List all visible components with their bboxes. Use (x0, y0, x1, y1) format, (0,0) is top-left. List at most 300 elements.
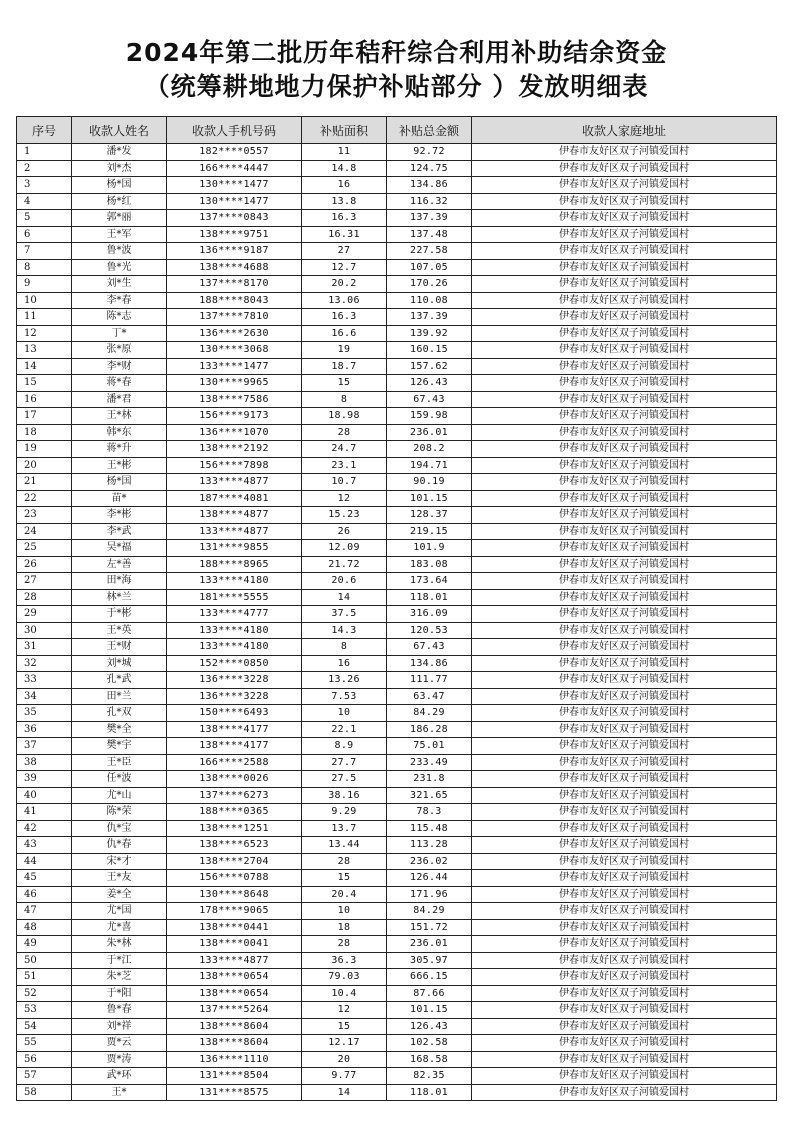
serial-number-cell: 41 (17, 804, 72, 821)
serial-number-cell: 6 (17, 226, 72, 243)
subsidy-area-cell: 16.3 (302, 309, 387, 326)
serial-number-cell: 52 (17, 985, 72, 1002)
table-row (17, 177, 777, 194)
payee-address-cell: 伊春市友好区双子河镇爱国村 (472, 210, 777, 227)
payee-phone-cell: 138****0441 (167, 919, 302, 936)
serial-number-cell: 11 (17, 309, 72, 326)
subsidy-amount-cell: 321.65 (387, 787, 472, 804)
subsidy-area-cell: 20 (302, 1051, 387, 1068)
payee-name-cell: 韩*东 (72, 424, 167, 441)
serial-number-cell: 45 (17, 870, 72, 887)
subsidy-area-cell: 79.03 (302, 969, 387, 986)
serial-number-cell: 20 (17, 457, 72, 474)
payee-address-cell: 伊春市友好区双子河镇爱国村 (472, 276, 777, 293)
serial-number-cell: 28 (17, 589, 72, 606)
subsidy-area-cell: 15.23 (302, 507, 387, 524)
payee-name-cell: 王*友 (72, 870, 167, 887)
subsidy-amount-cell: 137.48 (387, 226, 472, 243)
payee-address-cell: 伊春市友好区双子河镇爱国村 (472, 622, 777, 639)
payee-address-cell: 伊春市友好区双子河镇爱国村 (472, 375, 777, 392)
payee-address-cell: 伊春市友好区双子河镇爱国村 (472, 408, 777, 425)
payee-name-cell: 杨*国 (72, 177, 167, 194)
payee-address-cell: 伊春市友好区双子河镇爱国村 (472, 804, 777, 821)
payee-name-cell: 张*原 (72, 342, 167, 359)
payee-address-cell: 伊春市友好区双子河镇爱国村 (472, 787, 777, 804)
payee-phone-cell: 136****9187 (167, 243, 302, 260)
serial-number-cell: 39 (17, 771, 72, 788)
payee-address-cell: 伊春市友好区双子河镇爱国村 (472, 309, 777, 326)
serial-number-cell: 53 (17, 1002, 72, 1019)
subsidy-area-cell: 28 (302, 936, 387, 953)
payee-phone-cell: 133****4180 (167, 639, 302, 656)
payee-name-cell: 尤*山 (72, 787, 167, 804)
subsidy-area-cell: 26 (302, 523, 387, 540)
payee-name-cell: 贾*涛 (72, 1051, 167, 1068)
payee-address-cell: 伊春市友好区双子河镇爱国村 (472, 193, 777, 210)
subsidy-amount-cell: 126.43 (387, 1018, 472, 1035)
serial-number-cell: 50 (17, 952, 72, 969)
payee-address-cell: 伊春市友好区双子河镇爱国村 (472, 837, 777, 854)
serial-number-cell: 15 (17, 375, 72, 392)
serial-number-cell: 19 (17, 441, 72, 458)
payee-phone-cell: 138****2704 (167, 853, 302, 870)
serial-number-cell: 42 (17, 820, 72, 837)
table-row (17, 622, 777, 639)
payee-name-cell: 李*春 (72, 292, 167, 309)
subsidy-area-cell: 13.7 (302, 820, 387, 837)
subsidy-amount-cell: 666.15 (387, 969, 472, 986)
payee-phone-cell: 130****1477 (167, 177, 302, 194)
subsidy-amount-cell: 170.26 (387, 276, 472, 293)
subsidy-amount-cell: 157.62 (387, 358, 472, 375)
subsidy-area-cell: 10 (302, 903, 387, 920)
table-row (17, 1035, 777, 1052)
payee-address-cell: 伊春市友好区双子河镇爱国村 (472, 1002, 777, 1019)
payee-phone-cell: 133****4877 (167, 523, 302, 540)
table-row (17, 688, 777, 705)
serial-number-cell: 49 (17, 936, 72, 953)
subsidy-area-cell: 23.1 (302, 457, 387, 474)
subsidy-amount-cell: 92.72 (387, 144, 472, 161)
subsidy-amount-cell: 208.2 (387, 441, 472, 458)
serial-number-cell: 32 (17, 655, 72, 672)
subsidy-amount-cell: 118.01 (387, 1084, 472, 1101)
payee-phone-cell: 131****8504 (167, 1068, 302, 1085)
serial-number-cell: 34 (17, 688, 72, 705)
serial-number-cell: 55 (17, 1035, 72, 1052)
payee-address-cell: 伊春市友好区双子河镇爱国村 (472, 754, 777, 771)
payee-address-cell: 伊春市友好区双子河镇爱国村 (472, 474, 777, 491)
payee-name-cell: 潘*君 (72, 391, 167, 408)
table-row (17, 639, 777, 656)
subsidy-amount-cell: 159.98 (387, 408, 472, 425)
payee-name-cell: 鲁*光 (72, 259, 167, 276)
table-row (17, 655, 777, 672)
subsidy-area-cell: 24.7 (302, 441, 387, 458)
subsidy-amount-cell: 113.28 (387, 837, 472, 854)
payee-name-cell: 陈*志 (72, 309, 167, 326)
subsidy-area-cell: 8.9 (302, 738, 387, 755)
table-row (17, 804, 777, 821)
payee-phone-cell: 138****1251 (167, 820, 302, 837)
subsidy-area-cell: 16 (302, 655, 387, 672)
payee-phone-cell: 150****6493 (167, 705, 302, 722)
payee-phone-cell: 131****8575 (167, 1084, 302, 1101)
serial-number-cell: 22 (17, 490, 72, 507)
payee-address-cell: 伊春市友好区双子河镇爱国村 (472, 523, 777, 540)
serial-number-cell: 48 (17, 919, 72, 936)
table-row (17, 721, 777, 738)
payee-phone-cell: 188****8965 (167, 556, 302, 573)
payee-name-cell: 王*财 (72, 639, 167, 656)
serial-number-cell: 4 (17, 193, 72, 210)
subsidy-amount-cell: 137.39 (387, 210, 472, 227)
subsidy-area-cell: 9.29 (302, 804, 387, 821)
serial-number-cell: 3 (17, 177, 72, 194)
serial-number-cell: 54 (17, 1018, 72, 1035)
serial-number-cell: 40 (17, 787, 72, 804)
payee-address-cell: 伊春市友好区双子河镇爱国村 (472, 1084, 777, 1101)
payee-address-cell: 伊春市友好区双子河镇爱国村 (472, 721, 777, 738)
serial-number-cell: 23 (17, 507, 72, 524)
serial-number-cell: 2 (17, 160, 72, 177)
subsidy-area-cell: 12.09 (302, 540, 387, 557)
payee-address-cell: 伊春市友好区双子河镇爱国村 (472, 177, 777, 194)
serial-number-cell: 5 (17, 210, 72, 227)
payee-phone-cell: 152****0850 (167, 655, 302, 672)
payee-name-cell: 王* (72, 1084, 167, 1101)
payee-address-cell: 伊春市友好区双子河镇爱国村 (472, 358, 777, 375)
serial-number-cell: 57 (17, 1068, 72, 1085)
payee-address-cell: 伊春市友好区双子河镇爱国村 (472, 342, 777, 359)
serial-number-cell: 37 (17, 738, 72, 755)
payee-name-cell: 李*财 (72, 358, 167, 375)
serial-number-cell: 16 (17, 391, 72, 408)
payee-address-cell: 伊春市友好区双子河镇爱国村 (472, 144, 777, 161)
payee-name-cell: 仇*春 (72, 837, 167, 854)
header-payee-name: 收款人姓名 (72, 117, 167, 144)
payee-phone-cell: 181****5555 (167, 589, 302, 606)
subsidy-area-cell: 16.31 (302, 226, 387, 243)
payee-phone-cell: 138****4877 (167, 507, 302, 524)
table-row (17, 226, 777, 243)
payee-name-cell: 丁* (72, 325, 167, 342)
payee-address-cell: 伊春市友好区双子河镇爱国村 (472, 292, 777, 309)
payee-name-cell: 刘*城 (72, 655, 167, 672)
subsidy-amount-cell: 316.09 (387, 606, 472, 623)
serial-number-cell: 33 (17, 672, 72, 689)
payee-phone-cell: 156****7898 (167, 457, 302, 474)
subsidy-area-cell: 14 (302, 589, 387, 606)
table-row (17, 705, 777, 722)
serial-number-cell: 1 (17, 144, 72, 161)
subsidy-amount-cell: 236.01 (387, 424, 472, 441)
table-row (17, 870, 777, 887)
subsidy-amount-cell: 305.97 (387, 952, 472, 969)
table-row (17, 292, 777, 309)
payee-name-cell: 刘*杰 (72, 160, 167, 177)
payee-name-cell: 姜*全 (72, 886, 167, 903)
header-subsidy-area: 补贴面积 (302, 117, 387, 144)
table-row (17, 160, 777, 177)
payee-name-cell: 孔*双 (72, 705, 167, 722)
subsidy-amount-cell: 186.28 (387, 721, 472, 738)
subsidy-amount-cell: 151.72 (387, 919, 472, 936)
subsidy-amount-cell: 87.66 (387, 985, 472, 1002)
payee-address-cell: 伊春市友好区双子河镇爱国村 (472, 490, 777, 507)
payee-phone-cell: 133****4180 (167, 622, 302, 639)
table-row (17, 375, 777, 392)
payee-name-cell: 郭*丽 (72, 210, 167, 227)
payee-phone-cell: 133****4180 (167, 573, 302, 590)
payee-name-cell: 蒋*升 (72, 441, 167, 458)
payee-name-cell: 左*善 (72, 556, 167, 573)
subsidy-area-cell: 36.3 (302, 952, 387, 969)
subsidy-area-cell: 14.8 (302, 160, 387, 177)
serial-number-cell: 13 (17, 342, 72, 359)
serial-number-cell: 29 (17, 606, 72, 623)
payee-name-cell: 林*兰 (72, 589, 167, 606)
payee-name-cell: 李*武 (72, 523, 167, 540)
payee-phone-cell: 131****9855 (167, 540, 302, 557)
payee-phone-cell: 138****8604 (167, 1035, 302, 1052)
payee-address-cell: 伊春市友好区双子河镇爱国村 (472, 325, 777, 342)
payee-name-cell: 仇*宝 (72, 820, 167, 837)
payee-phone-cell: 188****8043 (167, 292, 302, 309)
payee-name-cell: 武*环 (72, 1068, 167, 1085)
payee-address-cell: 伊春市友好区双子河镇爱国村 (472, 771, 777, 788)
payee-address-cell: 伊春市友好区双子河镇爱国村 (472, 738, 777, 755)
subsidy-area-cell: 19 (302, 342, 387, 359)
table-row (17, 1018, 777, 1035)
serial-number-cell: 24 (17, 523, 72, 540)
payee-address-cell: 伊春市友好区双子河镇爱国村 (472, 985, 777, 1002)
subsidy-amount-cell: 171.96 (387, 886, 472, 903)
payee-address-cell: 伊春市友好区双子河镇爱国村 (472, 573, 777, 590)
serial-number-cell: 18 (17, 424, 72, 441)
payee-address-cell: 伊春市友好区双子河镇爱国村 (472, 243, 777, 260)
payee-name-cell: 鲁*春 (72, 1002, 167, 1019)
serial-number-cell: 27 (17, 573, 72, 590)
payee-phone-cell: 178****9065 (167, 903, 302, 920)
subsidy-area-cell: 27 (302, 243, 387, 260)
subsidy-area-cell: 28 (302, 424, 387, 441)
table-row (17, 573, 777, 590)
header-payee-phone: 收款人手机号码 (167, 117, 302, 144)
subsidy-area-cell: 8 (302, 391, 387, 408)
payee-address-cell: 伊春市友好区双子河镇爱国村 (472, 160, 777, 177)
subsidy-amount-cell: 75.01 (387, 738, 472, 755)
payee-name-cell: 田*兰 (72, 688, 167, 705)
payee-phone-cell: 138****8604 (167, 1018, 302, 1035)
subsidy-amount-cell: 90.19 (387, 474, 472, 491)
payee-name-cell: 尤*喜 (72, 919, 167, 936)
subsidy-amount-cell: 168.58 (387, 1051, 472, 1068)
payee-address-cell: 伊春市友好区双子河镇爱国村 (472, 259, 777, 276)
payee-name-cell: 刘*祥 (72, 1018, 167, 1035)
subsidy-amount-cell: 118.01 (387, 589, 472, 606)
subsidy-amount-cell: 63.47 (387, 688, 472, 705)
payee-name-cell: 贾*云 (72, 1035, 167, 1052)
payee-phone-cell: 166****4447 (167, 160, 302, 177)
table-row (17, 985, 777, 1002)
subsidy-amount-cell: 110.08 (387, 292, 472, 309)
table-row (17, 210, 777, 227)
payee-phone-cell: 136****3228 (167, 688, 302, 705)
subsidy-amount-cell: 124.75 (387, 160, 472, 177)
payee-phone-cell: 138****2192 (167, 441, 302, 458)
subsidy-area-cell: 12 (302, 490, 387, 507)
payee-address-cell: 伊春市友好区双子河镇爱国村 (472, 589, 777, 606)
payee-name-cell: 朱*芝 (72, 969, 167, 986)
table-row (17, 474, 777, 491)
subsidy-area-cell: 28 (302, 853, 387, 870)
subsidy-amount-cell: 84.29 (387, 705, 472, 722)
table-row (17, 1051, 777, 1068)
payee-address-cell: 伊春市友好区双子河镇爱国村 (472, 639, 777, 656)
payee-address-cell: 伊春市友好区双子河镇爱国村 (472, 886, 777, 903)
table-row (17, 358, 777, 375)
payee-phone-cell: 138****4177 (167, 738, 302, 755)
table-row (17, 276, 777, 293)
payee-address-cell: 伊春市友好区双子河镇爱国村 (472, 1051, 777, 1068)
subsidy-amount-cell: 227.58 (387, 243, 472, 260)
payee-phone-cell: 156****9173 (167, 408, 302, 425)
serial-number-cell: 58 (17, 1084, 72, 1101)
subsidy-amount-cell: 78.3 (387, 804, 472, 821)
payee-address-cell: 伊春市友好区双子河镇爱国村 (472, 424, 777, 441)
table-row (17, 259, 777, 276)
payee-phone-cell: 187****4081 (167, 490, 302, 507)
payee-name-cell: 王*军 (72, 226, 167, 243)
payee-phone-cell: 137****6273 (167, 787, 302, 804)
serial-number-cell: 36 (17, 721, 72, 738)
serial-number-cell: 46 (17, 886, 72, 903)
payee-name-cell: 杨*国 (72, 474, 167, 491)
payee-address-cell: 伊春市友好区双子河镇爱国村 (472, 1068, 777, 1085)
subsidy-area-cell: 37.5 (302, 606, 387, 623)
table-row (17, 936, 777, 953)
payee-address-cell: 伊春市友好区双子河镇爱国村 (472, 391, 777, 408)
payee-address-cell: 伊春市友好区双子河镇爱国村 (472, 853, 777, 870)
subsidy-area-cell: 14 (302, 1084, 387, 1101)
serial-number-cell: 8 (17, 259, 72, 276)
payee-address-cell: 伊春市友好区双子河镇爱国村 (472, 606, 777, 623)
payee-phone-cell: 136****3228 (167, 672, 302, 689)
payee-name-cell: 王*英 (72, 622, 167, 639)
subsidy-area-cell: 12 (302, 1002, 387, 1019)
table-row (17, 144, 777, 161)
subsidy-area-cell: 15 (302, 870, 387, 887)
table-row (17, 952, 777, 969)
payee-name-cell: 王*彬 (72, 457, 167, 474)
subsidy-area-cell: 20.2 (302, 276, 387, 293)
table-row (17, 919, 777, 936)
subsidy-area-cell: 13.06 (302, 292, 387, 309)
payee-address-cell: 伊春市友好区双子河镇爱国村 (472, 655, 777, 672)
payee-name-cell: 于*彬 (72, 606, 167, 623)
payee-phone-cell: 188****0365 (167, 804, 302, 821)
table-row (17, 837, 777, 854)
table-row (17, 507, 777, 524)
payee-phone-cell: 138****4177 (167, 721, 302, 738)
subsidy-amount-cell: 173.64 (387, 573, 472, 590)
subsidy-amount-cell: 84.29 (387, 903, 472, 920)
subsidy-area-cell: 11 (302, 144, 387, 161)
table-row (17, 787, 777, 804)
header-subsidy-amount: 补贴总金额 (387, 117, 472, 144)
payee-name-cell: 任*波 (72, 771, 167, 788)
subsidy-area-cell: 38.16 (302, 787, 387, 804)
payee-address-cell: 伊春市友好区双子河镇爱国村 (472, 1035, 777, 1052)
subsidy-area-cell: 27.7 (302, 754, 387, 771)
table-row (17, 606, 777, 623)
subsidy-area-cell: 16 (302, 177, 387, 194)
subsidy-area-cell: 12.17 (302, 1035, 387, 1052)
serial-number-cell: 44 (17, 853, 72, 870)
payee-phone-cell: 137****0843 (167, 210, 302, 227)
subsidy-area-cell: 9.77 (302, 1068, 387, 1085)
serial-number-cell: 9 (17, 276, 72, 293)
payee-address-cell: 伊春市友好区双子河镇爱国村 (472, 919, 777, 936)
payee-address-cell: 伊春市友好区双子河镇爱国村 (472, 1018, 777, 1035)
document-title-line-2: （统筹耕地地力保护补贴部分 ）发放明细表 (144, 72, 649, 101)
payee-phone-cell: 133****4877 (167, 474, 302, 491)
payee-address-cell: 伊春市友好区双子河镇爱国村 (472, 969, 777, 986)
table-row (17, 540, 777, 557)
subsidy-area-cell: 22.1 (302, 721, 387, 738)
payee-phone-cell: 156****0788 (167, 870, 302, 887)
subsidy-area-cell: 14.3 (302, 622, 387, 639)
payee-phone-cell: 138****6523 (167, 837, 302, 854)
serial-number-cell: 30 (17, 622, 72, 639)
payee-address-cell: 伊春市友好区双子河镇爱国村 (472, 952, 777, 969)
payee-name-cell: 陈*荣 (72, 804, 167, 821)
table-row (17, 490, 777, 507)
serial-number-cell: 25 (17, 540, 72, 557)
serial-number-cell: 47 (17, 903, 72, 920)
payee-name-cell: 潘*发 (72, 144, 167, 161)
subsidy-amount-cell: 67.43 (387, 391, 472, 408)
payee-address-cell: 伊春市友好区双子河镇爱国村 (472, 441, 777, 458)
payee-phone-cell: 130****9965 (167, 375, 302, 392)
subsidy-area-cell: 20.6 (302, 573, 387, 590)
document-title-line-1: 2024年第二批历年秸秆综合利用补助结余资金 (125, 38, 668, 67)
serial-number-cell: 7 (17, 243, 72, 260)
serial-number-cell: 43 (17, 837, 72, 854)
payee-name-cell: 王*林 (72, 408, 167, 425)
table-row (17, 969, 777, 986)
payee-address-cell: 伊春市友好区双子河镇爱国村 (472, 507, 777, 524)
subsidy-amount-cell: 134.86 (387, 177, 472, 194)
subsidy-area-cell: 18.98 (302, 408, 387, 425)
payee-address-cell: 伊春市友好区双子河镇爱国村 (472, 705, 777, 722)
table-row (17, 309, 777, 326)
payee-name-cell: 尤*国 (72, 903, 167, 920)
subsidy-amount-cell: 137.39 (387, 309, 472, 326)
payee-phone-cell: 138****9751 (167, 226, 302, 243)
payee-phone-cell: 136****2630 (167, 325, 302, 342)
subsidy-amount-cell: 120.53 (387, 622, 472, 639)
subsidy-area-cell: 10.7 (302, 474, 387, 491)
payee-name-cell: 王*臣 (72, 754, 167, 771)
payee-address-cell: 伊春市友好区双子河镇爱国村 (472, 226, 777, 243)
table-row (17, 771, 777, 788)
serial-number-cell: 14 (17, 358, 72, 375)
payee-phone-cell: 130****3068 (167, 342, 302, 359)
payee-name-cell: 于*阳 (72, 985, 167, 1002)
payee-phone-cell: 138****4688 (167, 259, 302, 276)
